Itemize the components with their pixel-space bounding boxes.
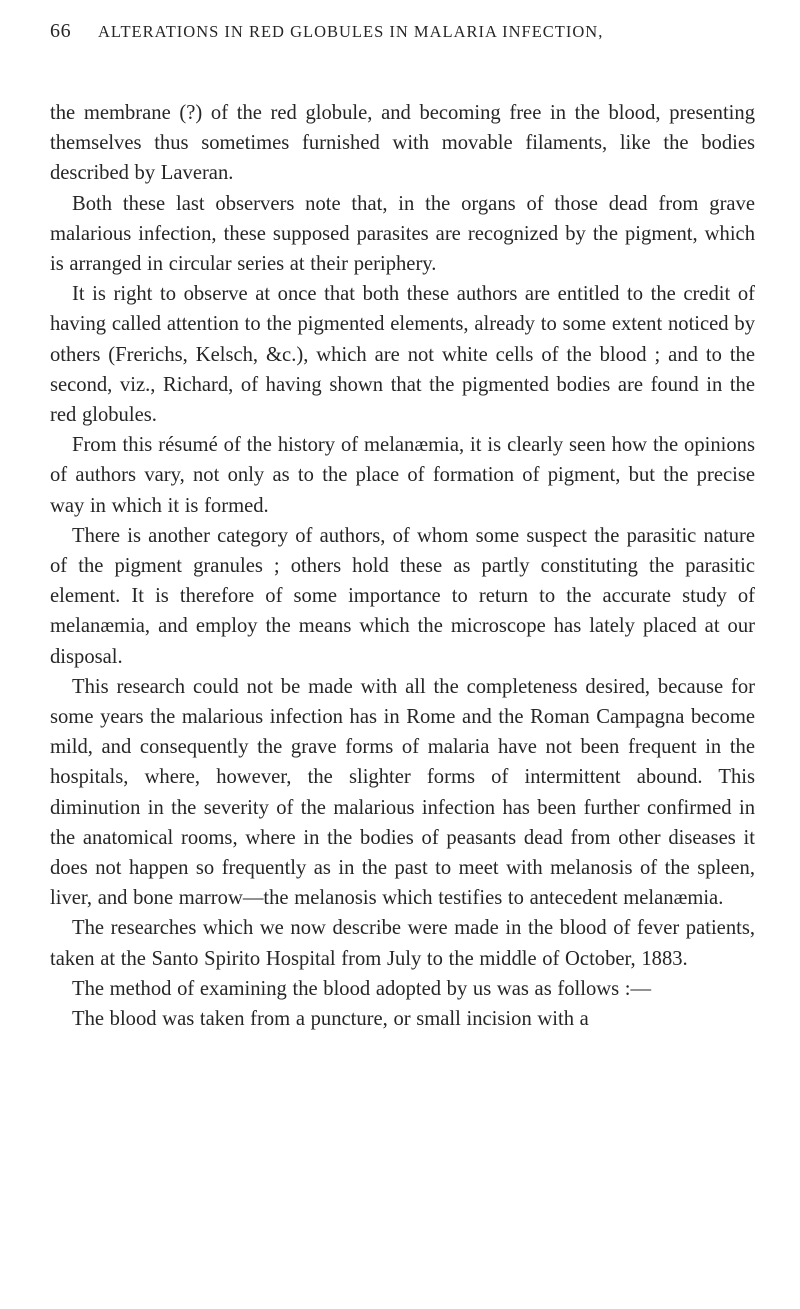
paragraph: the membrane (?) of the red globule, and becoming free in the blood, presenting themselves thus sometimes furnished with movable filaments, like the bodies described by Laveran.: [50, 102, 755, 185]
paragraph: The blood was taken from a puncture, or small incision with a: [72, 1008, 589, 1031]
paragraph: The researches which we now describe were made in the blood of fever patients, taken at the Santo Spirito Hospital from July to the middle of October, 1883.: [50, 917, 755, 970]
page-number: 66: [50, 20, 72, 42]
paragraph: This research could not be made with all the completeness desired, because for some years the malarious infection has in Rome and the Roman Campagna become mild, and consequently the grave forms of malaria have not been frequent in the hospitals, where, however, the slighter forms of intermittent abound. This diminution in the severity of the malarious infection has been further confirmed in the anatomical rooms, where in the bodies of peasants dead from other diseases it does not happen so frequently as in the past to meet with melanosis of the spleen, liver, and bone marrow—the melanosis which testifies to antecedent melanæmia.: [50, 675, 755, 910]
body-text: [50, 98, 755, 1034]
paragraph: From this résumé of the history of melanæmia, it is clearly seen how the opinions of authors vary, not only as to the place of formation of pigment, but the precise way in which it is formed.: [50, 434, 755, 517]
paragraph: It is right to observe at once that both these authors are entitled to the credit of having called attention to the pigmented elements, already to some extent noticed by others (Frerichs, Kelsch, &c.), which are not white cells of the blood ; and to the second, viz., Richard, of having shown that the pigmented bodies are found in the red globules.: [50, 283, 755, 427]
paragraph: There is another category of authors, of whom some suspect the parasitic nature of the pigment granules ; others hold these as partly constituting the parasitic element. It is therefore of some importance to return to the accurate study of melanæmia, and employ the means which the microscope has lately placed at our disposal.: [50, 524, 755, 668]
running-title: ALTERATIONS IN RED GLOBULES IN MALARIA INFECTION,: [98, 22, 604, 41]
paragraph: The method of examining the blood adopted by us was as follows :—: [72, 977, 652, 1000]
running-head: [50, 20, 755, 60]
paragraph: Both these last observers note that, in the organs of those dead from grave malarious infection, these supposed parasites are recognized by the pigment, which is arranged in circular series at their periphery.: [50, 192, 755, 276]
page: [50, 20, 755, 1034]
